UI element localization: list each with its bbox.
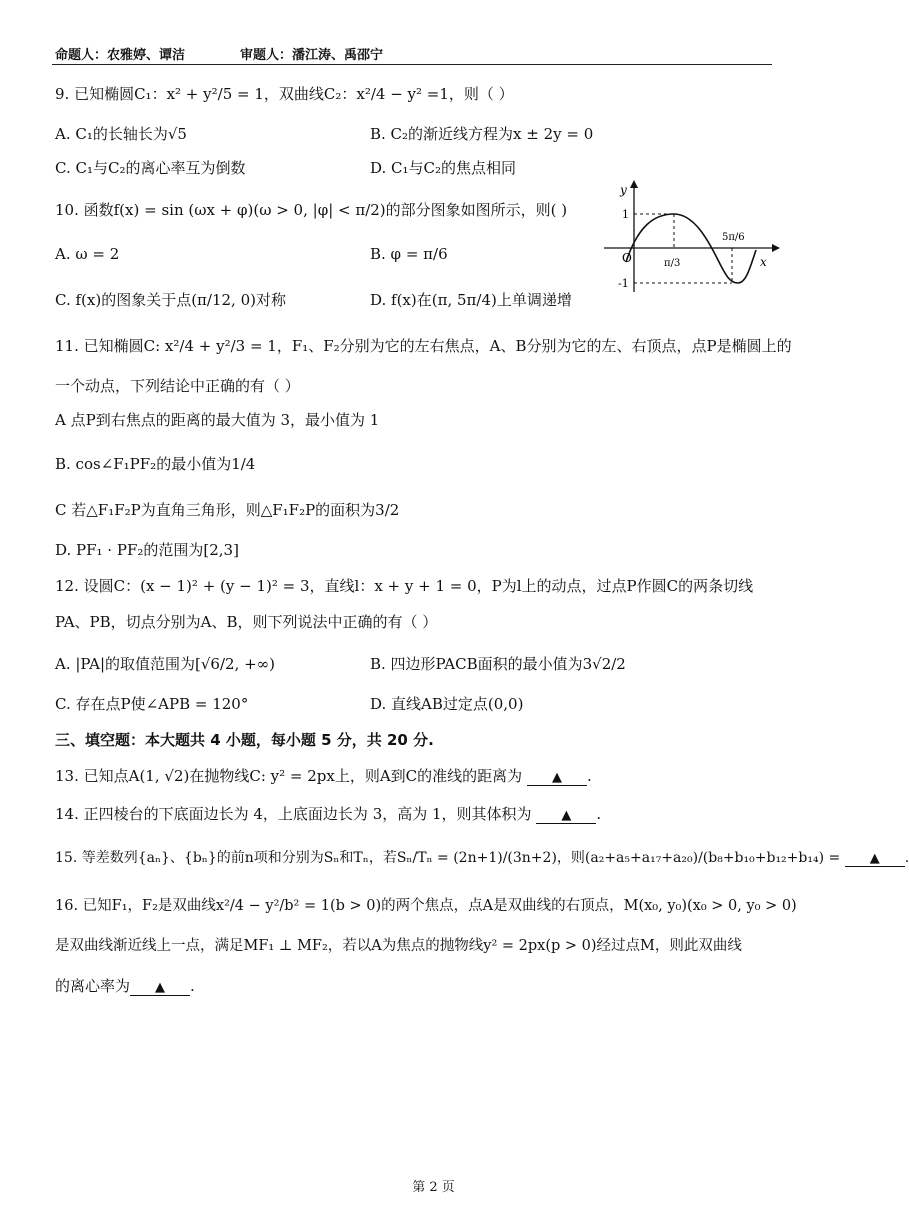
- q9-option-a: A. C₁的长轴长为√5: [55, 125, 187, 143]
- graph-y-label: y: [620, 183, 627, 197]
- header-rule: [52, 64, 772, 65]
- q11-option-a: A 点P到右焦点的距离的最大值为 3，最小值为 1: [55, 411, 380, 429]
- q10-option-b: B. φ = π/6: [370, 245, 448, 263]
- q13-text: 13. 已知点A(1, √2)在抛物线C: y² = 2px上，则A到C的准线的距离为: [55, 767, 523, 785]
- graph-x-tick-pi3: π/3: [664, 258, 681, 269]
- page-number: 第 2 页: [412, 1180, 455, 1195]
- q9-option-b: B. C₂的渐近线方程为x ± 2y = 0: [370, 125, 594, 143]
- q16-line1: 16. 已知F₁，F₂是双曲线x²/4 − y²/b² = 1(b > 0)的两个焦点，点A是双曲线的右顶点，M(x₀, y₀)(x₀ > 0, y₀ > 0): [55, 898, 797, 914]
- q12-stem-line1: 12. 设圆C：(x − 1)² + (y − 1)² = 3，直线l：x + y + 1 = 0，P为l上的动点，过点P作圆C的两条切线: [55, 577, 754, 595]
- q11-option-d: D. PF₁ · PF₂的范围为[2,3]: [55, 541, 239, 559]
- q9-option-c: C. C₁与C₂的离心率互为倒数: [55, 159, 246, 177]
- q15: 15. 等差数列{aₙ}、{bₙ}的前n项和分别为Sₙ和Tₙ，若Sₙ/Tₙ = (2n+1)/(3n+2)，则(a₂+a₅+a₁₇+a₂₀)/(b₈+b₁₀+b₁₂+b₁₄) = ▲ .: [55, 850, 909, 866]
- q16-line2: 是双曲线渐近线上一点，满足MF₁ ⊥ MF₂，若以A为焦点的抛物线y² = 2px(p > 0)经过点M，则此双曲线: [55, 938, 742, 954]
- section3-heading: 三、填空题：本大题共 4 小题，每小题 5 分，共 20 分.: [55, 731, 434, 749]
- q16-text: 的离心率为: [55, 977, 131, 995]
- graph-x-label: x: [760, 255, 767, 269]
- graph-x-tick-5pi6: 5π/6: [722, 232, 745, 243]
- setter-credit: 命题人：农雅婷、谭洁: [55, 48, 186, 63]
- q11-option-c: C 若△F₁F₂P为直角三角形，则△F₁F₂P的面积为3/2: [55, 501, 400, 519]
- q14: 14. 正四棱台的下底面边长为 4，上底面边长为 3，高为 1，则其体积为 ▲ .: [55, 805, 602, 823]
- q10-option-a: A. ω = 2: [55, 245, 120, 263]
- q12-option-d: D. 直线AB过定点(0,0): [370, 695, 524, 713]
- q15-text: 15. 等差数列{aₙ}、{bₙ}的前n项和分别为Sₙ和Tₙ，若Sₙ/Tₙ = (2n+1)/(3n+2)，则(a₂+a₅+a₁₇+a₂₀)/(b₈+b₁₀+b₁₂+b₁₄) =: [55, 850, 841, 866]
- q9-stem: 9. 已知椭圆C₁：x² + y²/5 = 1，双曲线C₂：x²/4 − y² =1，则（ ）: [55, 85, 514, 103]
- q13-answer-blank: ▲: [527, 771, 587, 786]
- graph-y-tick-neg1: -1: [618, 277, 629, 290]
- reviewer-credit: 审题人：潘江涛、禹邵宁: [240, 48, 384, 63]
- q10-stem: 10. 函数f(x) = sin (ωx + φ)(ω > 0, |φ| < π/2)的部分图象如图所示，则( ): [55, 201, 568, 219]
- q11-stem-line2: 一个动点，下列结论中正确的有（ ）: [55, 377, 300, 395]
- q9-option-d: D. C₁与C₂的焦点相同: [370, 159, 517, 177]
- q10-option-d: D. f(x)在(π, 5π/4)上单调递增: [370, 291, 572, 309]
- q12-option-b: B. 四边形PACB面积的最小值为3√2/2: [370, 655, 626, 673]
- q16-line3: 的离心率为 ▲ .: [55, 977, 195, 995]
- q10-option-c: C. f(x)的图象关于点(π/12, 0)对称: [55, 291, 286, 309]
- q14-answer-blank: ▲: [536, 809, 596, 824]
- q13: 13. 已知点A(1, √2)在抛物线C: y² = 2px上，则A到C的准线的距离为 ▲ .: [55, 767, 592, 785]
- q16-answer-blank: ▲: [130, 981, 190, 996]
- q12-option-a: A. |PA|的取值范围为[√6/2, +∞): [55, 655, 276, 673]
- graph-origin-label: O: [622, 251, 632, 265]
- q12-option-c: C. 存在点P使∠APB = 120°: [55, 695, 249, 713]
- q14-text: 14. 正四棱台的下底面边长为 4，上底面边长为 3，高为 1，则其体积为: [55, 805, 532, 823]
- graph-y-tick-1: 1: [622, 208, 629, 221]
- q10-sine-graph: [600, 180, 780, 300]
- q11-stem-line1: 11. 已知椭圆C: x²/4 + y²/3 = 1，F₁、F₂分别为它的左右焦点，A、B分别为它的左、右顶点，点P是椭圆上的: [55, 337, 792, 355]
- q11-option-b: B. cos∠F₁PF₂的最小值为1/4: [55, 455, 256, 473]
- q12-stem-line2: PA、PB，切点分别为A、B，则下列说法中正确的有（ ）: [55, 613, 438, 631]
- q15-answer-blank: ▲: [845, 852, 905, 867]
